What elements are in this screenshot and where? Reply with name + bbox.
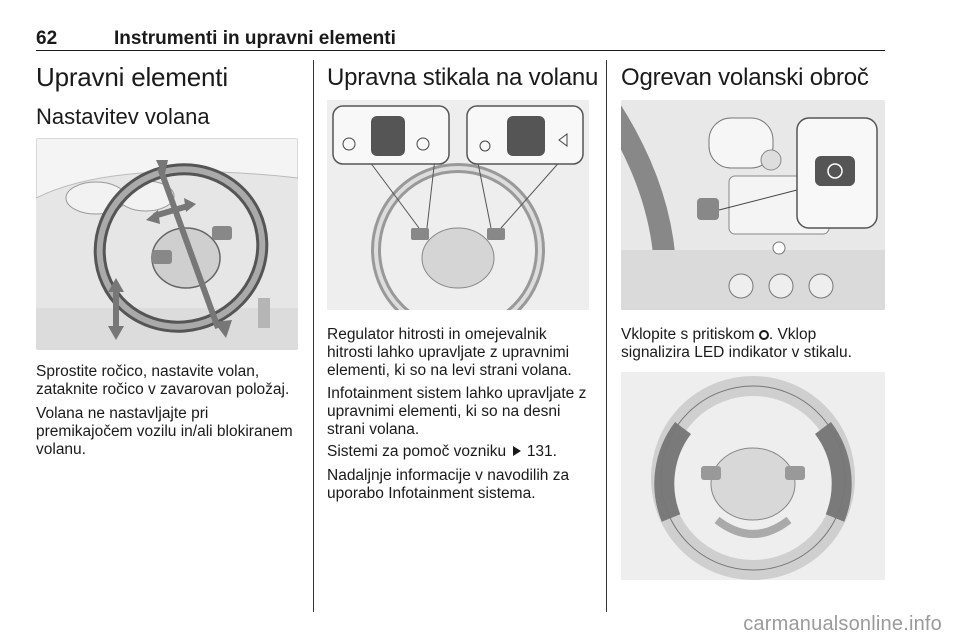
heated-wheel-illustration [621,372,885,580]
activation-text-prefix: Vklopite s pritiskom [621,326,755,343]
subsection-title: Nastavitev volana [36,104,210,129]
dashboard-switch-illustration [621,100,885,310]
col2-paragraph-1: Regulator hitrosti in omejevalnik hitrosti lahko upravljate z upravnimi elementi, ki so na levi strani volana. [327,326,572,379]
page-reference-icon [513,446,521,456]
col1-paragraph-1: Sprostite ročico, nastavite volan, zataknite ročico v zavarovan položaj. [36,363,290,398]
assist-ref-text: Sistemi za pomoč vozniku [327,443,507,460]
heated-steering-wheel-icon [759,330,769,340]
assist-ref-page: 131. [526,443,557,460]
column-divider-1 [313,60,314,612]
section-title: Upravni elementi [36,62,228,92]
watermark: carmanualsonline.info [743,613,942,635]
steering-adjust-illustration [36,138,298,350]
heated-wheel-section-title: Ogrevan volanski obroč [621,64,869,91]
page-number: 62 [36,28,58,49]
dashboard-switch-drawing [621,100,885,310]
chapter-title: Instrumenti in upravni elementi [114,28,396,49]
page-header [36,28,885,51]
heated-wheel-drawing [621,372,885,580]
col2-paragraph-2: Infotainment sistem lahko upravljate z upravnimi elementi, ki so na desni strani volana. [327,385,587,438]
steering-adjust-drawing [36,138,298,350]
steering-controls-drawing [327,100,589,310]
controls-section-title: Upravna stikala na volanu [327,64,599,91]
col1-paragraph-2: Volana ne nastavljajte pri premikajočem vozilu in/ali blokiranem volanu. [36,405,293,458]
col2-paragraph-3 [327,443,593,461]
col3-paragraph-1 [621,326,885,362]
activation-text-suffix: . Vklop signalizira LED indikator v stikalu. [621,326,852,361]
steering-controls-illustration [327,100,589,310]
column-divider-2 [606,60,607,612]
col2-paragraph-4: Nadaljnje informacije v navodilih za uporabo Infotainment sistema. [327,467,570,502]
